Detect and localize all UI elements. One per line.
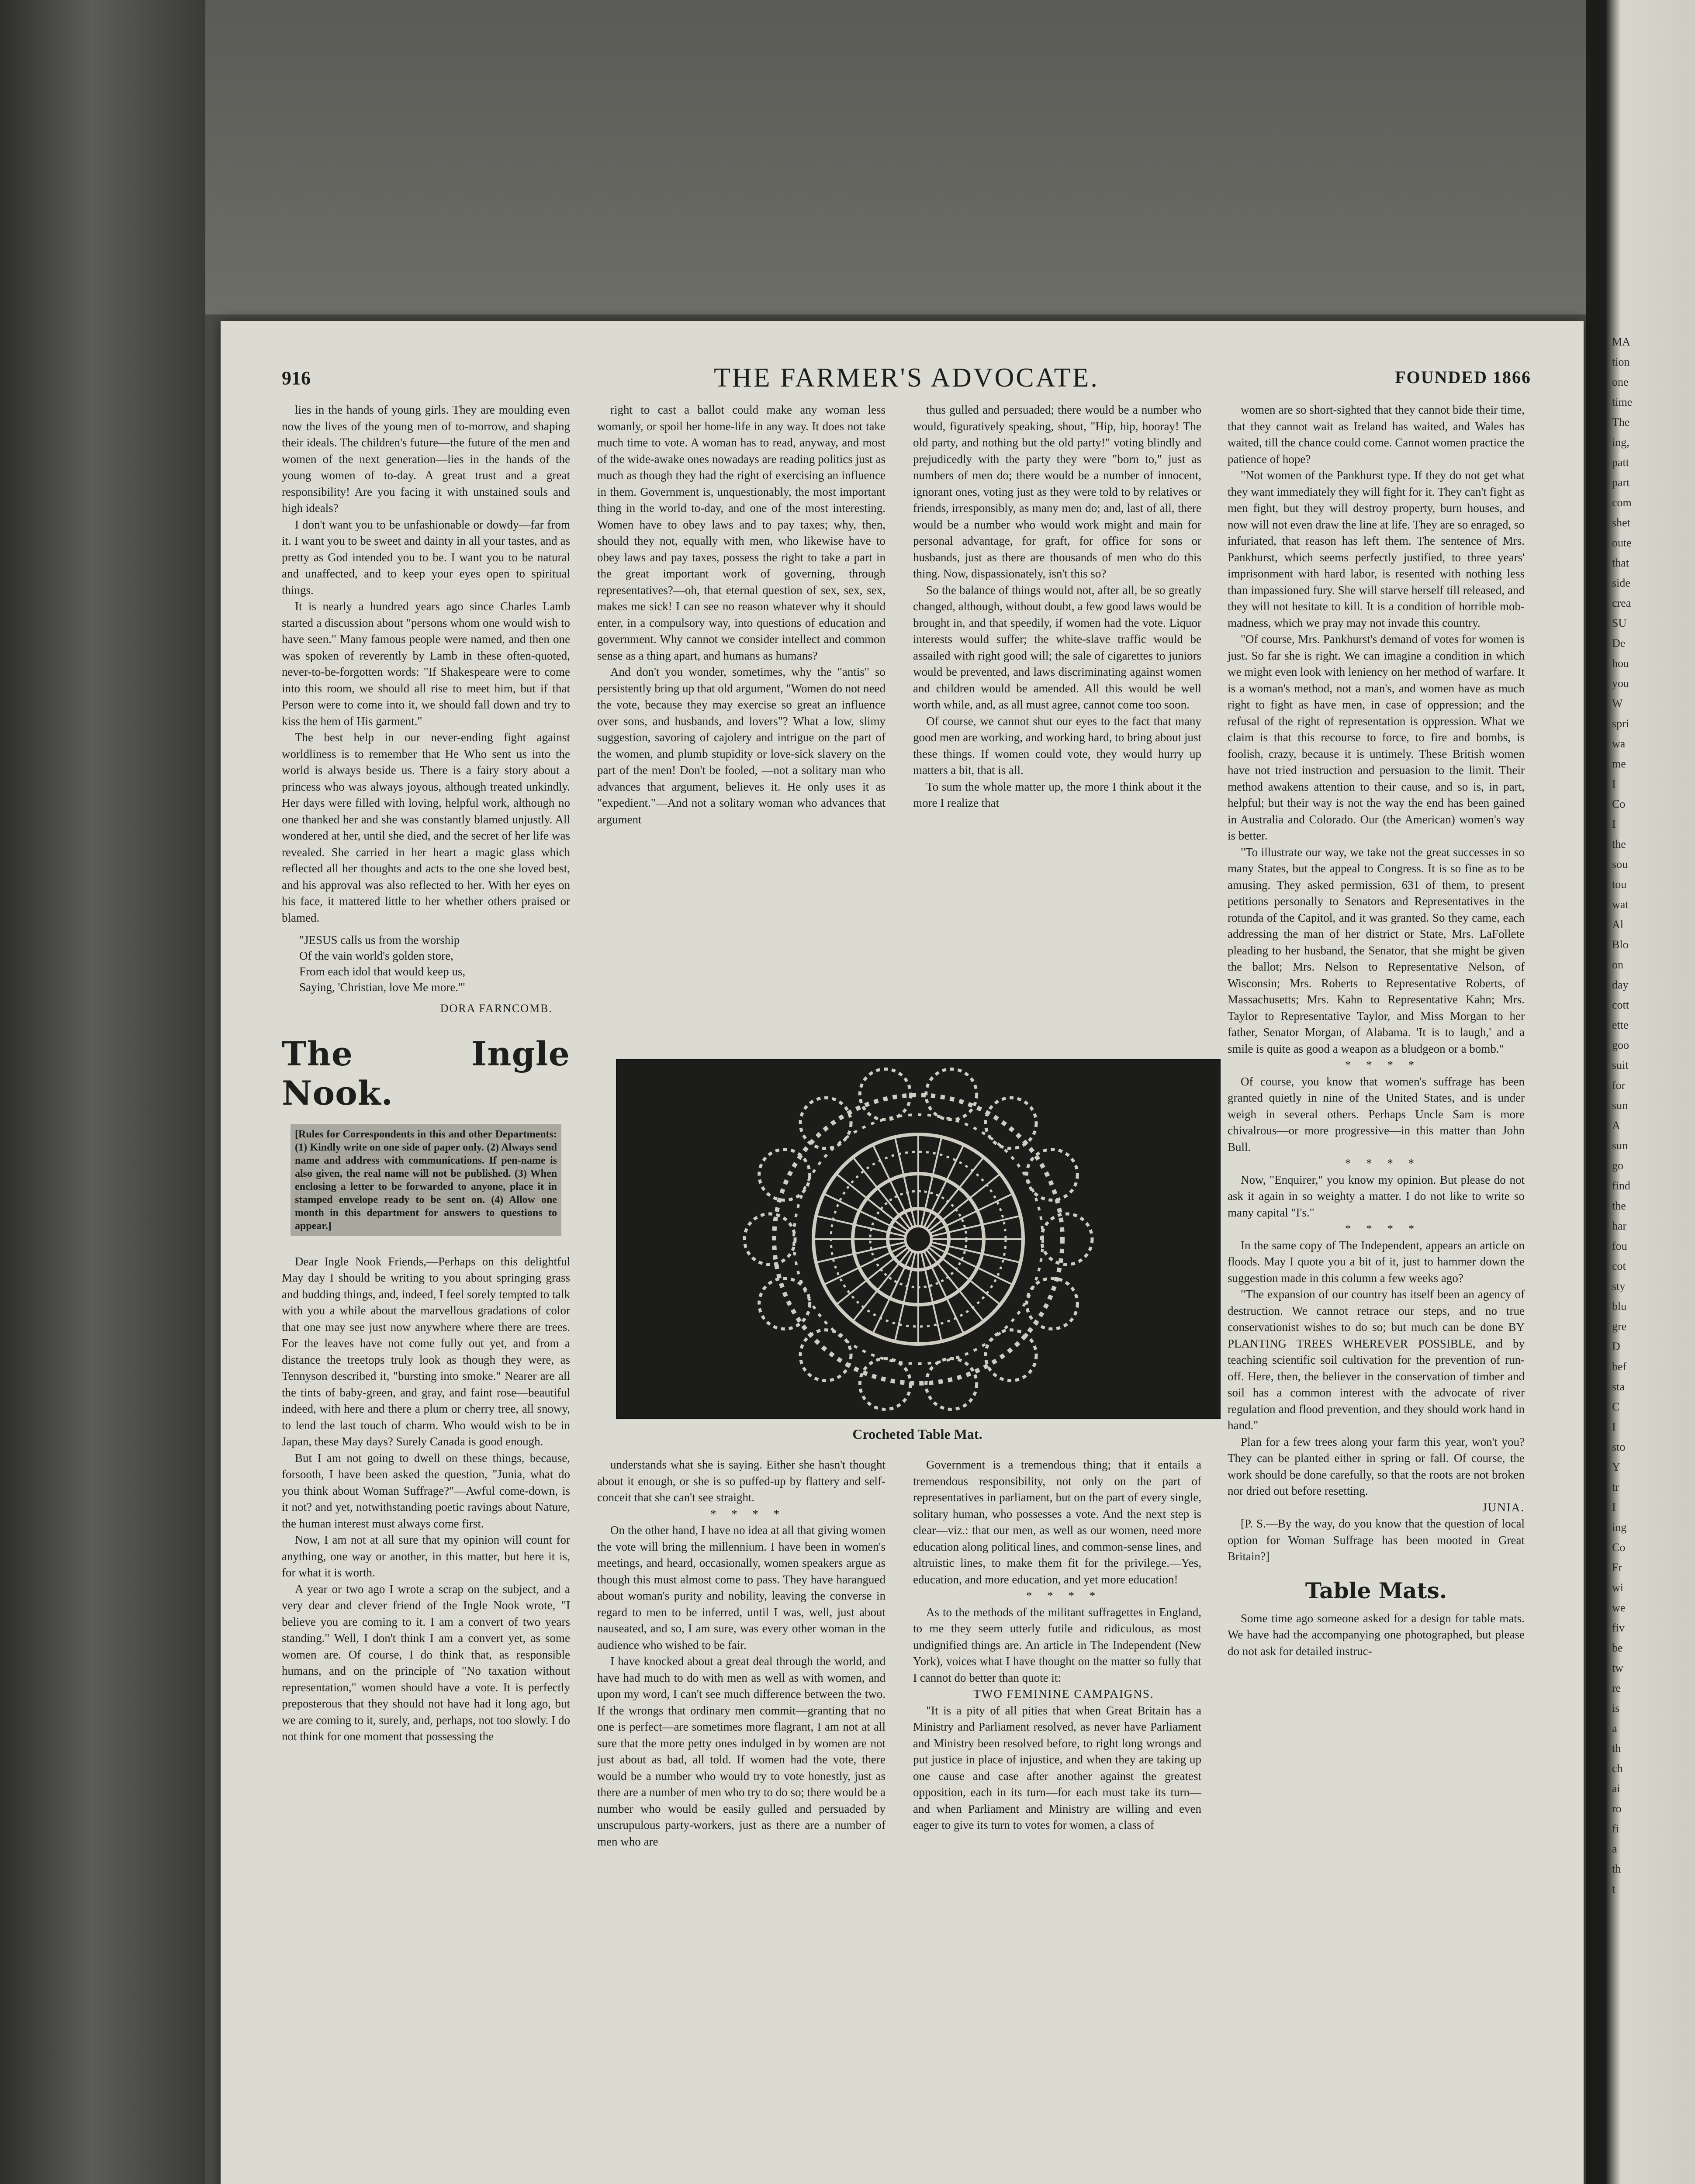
adjacent-page-text: I (1612, 1501, 1616, 1514)
paragraph: "Of course, Mrs. Pankhurst's demand of votes for women is just. So far she is right. We can imagine a condition in which we might even look with leniency on her method of warfare. It is a woman's method, not a man's, and women have as much right to fight as have men, in case of oppression; and the refusal of the right of representation is oppression. What we claim is that this recourse to force, to fire and bombs, is foolish, crazy, because it is untimely. These British women have not tried instruction and persuasion to the limit. Their method awakens attention to their cause, and so is, in part, helpful; but their way is not the way the end has been gained in Australia and Colorado. Our (the American) women's way is better. (1228, 632, 1525, 842)
photo-figure (616, 1059, 1219, 1450)
adjacent-page-text: tou (1612, 878, 1627, 891)
adjacent-page-text: com (1612, 496, 1632, 509)
adjacent-page-text: D (1612, 1340, 1620, 1353)
adjacent-page-text: ch (1612, 1762, 1623, 1775)
paragraph: A year or two ago I wrote a scrap on the subject, and a very dear and clever friend of the Ingle Nook wrote, "I believe you are coming to it. I am a convert of two years standing." Well, I don't think I am a convert yet, as some women are. Of course, I do think that, as responsible humans, and on the principle of "No taxation without representation," women should have a vote. It is perfectly preposterous that they should not have had it long ago, but we are coming to it, surely, and, perhaps, not too slowly. I do not think for one moment that possessing the (282, 1582, 570, 1743)
crocheted-mat-photo (616, 1059, 1221, 1419)
founded-year: FOUNDED 1866 (1395, 367, 1531, 387)
verse-line: "JESUS calls us from the worship (299, 933, 460, 947)
adjacent-page-text: wa (1612, 737, 1626, 750)
adjacent-page-text: sun (1612, 1139, 1628, 1152)
adjacent-page-text: find (1612, 1179, 1630, 1192)
paragraph: Now, I am not at all sure that my opinion will count for anything, one way or another, in this matter, but here it is, for what it is worth. (282, 1533, 570, 1579)
adjacent-page-text: one (1612, 376, 1629, 388)
paragraph: "Not women of the Pankhurst type. If they do not get what they want immediately they will fight for it. They can't fight as men fight, but they will destroy property, burn houses, and now will not even draw the line at life. They are so enraged, so infuriated, that reason has left them. The sentence of Mrs. Pankhurst, which seems perfectly justified, to three years' imprisonment with hard labor, is resented with nothing less than impassioned fury. She will starve herself till released, and they will not hesitate to kill. It is a condition of horrible mob-madness, which we pray may not invade this country. (1228, 469, 1525, 629)
adjacent-page-text: ette (1612, 1019, 1629, 1031)
adjacent-page-text: cot (1612, 1260, 1626, 1272)
paper-title: THE FARMER'S ADVOCATE. (714, 363, 1099, 393)
paragraph: So the balance of things would not, after all, be so greatly changed, although, without doubt, a few good laws would be brought in, and that speedily, if women had the vote. Liquor interests would suffer; the white-slave traffic would be assailed with right good will; the sale of cigarettes to juniors would be prevented, and laws discriminating against women and children would be amended. All this would be well worth while, and, as all must agree, cannot come too soon. (913, 583, 1201, 711)
verse-line: Of the vain world's golden store, (299, 949, 453, 962)
paragraph: Of course, we cannot shut our eyes to the fact that many good men are working, and working hard, to bring about just these things. If women could vote, they would hurry up matters a bit, that is all. (913, 714, 1201, 777)
adjacent-page-text: ing (1612, 1521, 1627, 1534)
microfilm-margin-top (205, 0, 1586, 314)
adjacent-page-text: blu (1612, 1300, 1627, 1313)
adjacent-page-text: you (1612, 677, 1629, 690)
adjacent-page-text: A (1612, 1119, 1620, 1132)
adjacent-page-text: fiv (1612, 1621, 1625, 1634)
adjacent-page-text: for (1612, 1079, 1626, 1092)
adjacent-page-text: I (1612, 778, 1616, 790)
section-divider: * * * * (1026, 1589, 1102, 1602)
adjacent-page-text: fi (1612, 1822, 1619, 1835)
adjacent-page-text: ai (1612, 1782, 1620, 1795)
adjacent-page-text: tr (1612, 1481, 1619, 1493)
adjacent-page-text: on (1612, 958, 1623, 971)
adjacent-page-text: sun (1612, 1099, 1628, 1112)
adjacent-page-text: ro (1612, 1802, 1622, 1815)
adjacent-page-text: re (1612, 1682, 1621, 1694)
paragraph: On the other hand, I have no idea at all that giving women the vote will bring the millennium. I have been in women's meetings, and heard, occasionally, women speakers argue as though this must almost come to pass. They have harangued about woman's purity and nobility, leaving the converse in regard to men to be inferred, until I was, well, just about nauseated, and so, I am sure, was every other woman in the audience who wished to be fair. (597, 1524, 886, 1652)
adjacent-page-text: suit (1612, 1059, 1629, 1071)
adjacent-page-text: is (1612, 1702, 1620, 1714)
adjacent-page-text: MA (1612, 335, 1630, 348)
subheading: TWO FEMININE CAMPAIGNS. (973, 1687, 1154, 1700)
paragraph: Some time ago someone asked for a design for table mats. We have had the accompanying one photographed, but please do not ask for detailed instruc- (1228, 1611, 1525, 1658)
adjacent-page-text: The (1612, 416, 1630, 429)
adjacent-page-text: cott (1612, 999, 1629, 1011)
column-3-upper (913, 402, 1201, 812)
adjacent-page-text: t (1612, 1883, 1615, 1895)
adjacent-page-text: tion (1612, 356, 1630, 368)
section-divider: * * * * (1345, 1157, 1421, 1170)
adjacent-page-text: a (1612, 1842, 1617, 1855)
adjacent-page-text: har (1612, 1220, 1627, 1232)
paragraph: "The expansion of our country has itself been an agency of destruction. We cannot retrace our steps, and no true conservationist wishes to do so; but much can be done BY PLANTING TREES WHEREVER POSSIBLE, and by teaching scientific soil cultivation for the prevention of run-off. Here, then, the believer in the conservation of timber and soil has a common interest with the advocate of river regulation and flood prevention, and they should work hand in hand." (1228, 1288, 1525, 1432)
adjacent-page-text: W (1612, 697, 1623, 710)
paragraph: "It is a pity of all pities that when Great Britain has a Ministry and Parliament resolved, as never have Parliament and Ministry been resolved before, to right long wrongs and put justice in place of injustice, and when they are taking up one cause and case after another against the greatest opposition, each in its turn—for each must take its turn—and when Parliament and Ministry are willing and even eager to give its turn to votes for women, a class of (913, 1704, 1201, 1832)
column-1 (282, 402, 570, 1745)
correspondent-rules: [Rules for Correspondents in this and other Departments: (1) Kindly write on one side of paper only. (2) Always send name and address with communications. If pen-name is also given, the real name will not be published. (3) When enclosing a letter to be forwarded to anyone, place it in stamped envelope ready to be sent on. (4) Allow one month in this department for answers to questions to appear.] (291, 1124, 561, 1236)
adjacent-page-text: oute (1612, 536, 1632, 549)
column-4 (1228, 402, 1525, 1659)
adjacent-page-text: ing, (1612, 436, 1629, 449)
adjacent-page-text: De (1612, 637, 1626, 650)
column-2-upper (597, 402, 886, 828)
adjacent-page-text: sta (1612, 1380, 1625, 1393)
photo-caption: Crocheted Table Mat. (852, 1426, 982, 1442)
adjacent-page-text: spri (1612, 717, 1629, 730)
adjacent-page-text: we (1612, 1601, 1626, 1614)
paragraph: thus gulled and persuaded; there would be a number who would, figuratively speaking, shout, "Hip, hip, hooray! The old party, and nothing but the old party!" voting blindly and prejudicedly with the party they were "born to," just as numbers of men do; there would be a number of innocent, ignorant ones, voting just as they were told to by relatives or friends, irresponsibly, as many men do; and, last of all, there would be a number who would work might and main for personal advantage, for graft, for office for sons or husbands, just as there are thousands of men who do this thing. Now, dispassionately, isn't this so? (913, 403, 1201, 580)
paragraph: Now, "Enquirer," you know my opinion. But please do not ask it again in so weighty a matter. I do not like to write so many capital "I's." (1228, 1173, 1525, 1219)
section-title-ingle-nook: The Ingle Nook. (282, 1034, 570, 1113)
adjacent-page-text: the (1612, 1199, 1626, 1212)
adjacent-page-text: go (1612, 1159, 1623, 1172)
adjacent-page-text: hou (1612, 657, 1629, 670)
paragraph: understands what she is saying. Either she hasn't thought about it enough, or she is so puffed-up by flattery and self-conceit that she can't see straight. (597, 1458, 886, 1504)
paragraph: Plan for a few trees along your farm this year, won't you? They can be planted either in spring or fall. Of course, the work should be done carefully, so that the roots are not broken nor dried out before resetting. (1228, 1435, 1525, 1497)
adjacent-page-text: Co (1612, 798, 1626, 810)
adjacent-page-text: side (1612, 577, 1630, 589)
adjacent-page-text: Fr (1612, 1561, 1622, 1574)
adjacent-page-text: shet (1612, 516, 1630, 529)
paragraph: I don't want you to be unfashionable or dowdy—far from it. I want you to be sweet and dainty in all your tastes, and as pretty as God intended you to be. I want you to be natural and unaffected, and to keep your eyes open to spiritual things. (282, 518, 570, 597)
adjacent-page-text: I (1612, 818, 1616, 830)
paragraph: right to cast a ballot could make any woman less womanly, or spoil her home-life in any way. It does not take much time to vote. A woman has to read, anyway, and most of the wide-awake ones nowadays are reading politics just as much as though they had the right of exercising an influence in them. Government is, unquestionably, the most important thing in the world to-day, and one of the most interesting. Women have to obey laws and to pay taxes; why, then, should they not, equally with men, who likewise have to obey laws and pay taxes, possess the right to take a part in the great important work of governing, through representatives?—oh, that eternal question of sex, sex, sex, makes me sick! I can see no reason whatever why it should enter, in a compulsory way, into questions of education and government. Why cannot we consider intellect and common sense as a thing apart, and humans as humans? (597, 403, 886, 662)
adjacent-page-text: fou (1612, 1240, 1627, 1252)
column-3-lower (913, 1457, 1201, 1834)
paragraph: Of course, you know that women's suffrage has been granted quietly in nine of the United States, and is under weigh in several others. Perhaps Uncle Sam is more chivalrous—or more progressive—in this matter than John Bull. (1228, 1075, 1525, 1154)
paragraph: But I am not going to dwell on these things, because, forsooth, I have been asked the question, "Junia, what do you think about Woman Suffrage?"—Awful come-down, is it not? and yet, notwithstanding poetic ravings about Nature, the human interest must always come first. (282, 1451, 570, 1530)
adjacent-page-text: the (1612, 838, 1626, 850)
paragraph: As to the methods of the militant suffragettes in England, to me they seem utterly futile and ridiculous, as most undignified things are. An article in The Independent (New York), voices what I have thought on the matter so fully that I cannot do better than quote it: (913, 1605, 1201, 1684)
adjacent-page-text: part (1612, 476, 1630, 489)
section-divider: * * * * (1345, 1222, 1421, 1235)
author-signoff: JUNIA. (1482, 1500, 1525, 1514)
adjacent-page-text: th (1612, 1863, 1621, 1875)
microfilm-margin-left (0, 0, 205, 2184)
paragraph: Dear Ingle Nook Friends,—Perhaps on this delightful May day I should be writing to you about springing grass and budding things, and, indeed, I feel sorely tempted to talk with you a while about the marvellous gradations of color that one may see just now anywhere where there are trees. For the leaves have not come fully out yet, and from a distance the treetops truly look as though they were, as Tennyson described it, "bursting into smoke." Nearer are all the tints of baby-green, and gray, and faint rose—beautiful indeed, with here and there a plum or cherry tree, all snowy, to lend the last touch of charm. Who would wish to be in Japan, these May days? Surely Canada is good enough. (282, 1254, 570, 1448)
adjacent-page-text: be (1612, 1641, 1623, 1654)
adjacent-page-text: goo (1612, 1039, 1629, 1051)
adjacent-page-text: day (1612, 978, 1629, 991)
paragraph: lies in the hands of young girls. They are moulding even now the lives of the young men of to-morrow, and shaping their ideals. The children's future—the future of the men and women of the next generation—lies in the hands of the young women of to-day. A great trust and a great responsibility! Are you facing it with unstained souls and high ideals? (282, 403, 570, 515)
paragraph: The best help in our never-ending fight against worldliness is to remember that He Who sent us into the world is always beside us. There is a fairy story about a princess who was always joyous, although treated unkindly. Her days were filled with loving, helpful work, although no one thanked her and she was constantly blamed unjustly. All wondered at her, until she died, and the secret of her life was revealed. She carried in her heart a magic glass which reflected all her thoughts and acts to the one she loved best, and his approval was also reflected to her. With her eyes on his face, it mattered little to her whether others praised or blamed. (282, 731, 570, 924)
verse-line: From each idol that would keep us, (299, 965, 466, 978)
adjacent-page-text: that (1612, 556, 1629, 569)
verse-line: Saying, 'Christian, love Me more.'" (299, 981, 465, 994)
paragraph: In the same copy of The Independent, appears an article on floods. May I quote you a bit of it, just to hammer down the suggestion made in this column a few weeks ago? (1228, 1238, 1525, 1285)
adjacent-page-text: I (1612, 1420, 1616, 1433)
section-title-table-mats: Table Mats. (1305, 1577, 1447, 1603)
paragraph: Government is a tremendous thing; that it entails a tremendous responsibility, not only on the part of representatives in parliament, but on the part of every single, solitary human, who possesses a vote. And the next step is clear—viz.: that our men, as well as our women, need more education along political lines, and common-sense lines, and altruistic lines, to make them fit for the privilege.—Yes, education, and more education, and yet more education! (913, 1458, 1201, 1586)
newspaper-page (221, 321, 1584, 2184)
paragraph: It is nearly a hundred years ago since Charles Lamb started a discussion about "persons whom one would wish to have seen." Many famous people were named, and then one was spoken of reverently by Lamb in these often-quoted, never-to-be-forgotten words: "If Shakespeare were to come into this room, we should all rise to meet him, but if that Person were to come into it, we should fall down and try to kiss the hem of His garment." (282, 600, 570, 728)
column-2-lower (597, 1457, 886, 1850)
section-divider: * * * * (710, 1507, 786, 1521)
page-number: 916 (282, 367, 311, 389)
adjacent-page-text: tw (1612, 1662, 1623, 1674)
adjacent-page-text: SU (1612, 617, 1627, 629)
adjacent-page-text: Co (1612, 1541, 1626, 1554)
adjacent-page-text: a (1612, 1722, 1617, 1735)
paragraph: [P. S.—By the way, do you know that the question of local option for Woman Suffrage has been mooted in Great Britain?] (1228, 1517, 1525, 1563)
paragraph: "To illustrate our way, we take not the great successes in so many States, but the appeal to Congress. It is so fine as to be amusing. They asked permission, 631 of them, to present petitions personally to Senators and Representatives in the rotunda of the Capitol, and it was granted. So they came, each addressing the man of her district or State, Mrs. LaFollete pleading to her husband, the Senator, that she might be given the ballot; Mrs. Nelson to Representative Nelson, of Wisconsin; Mrs. Roberts to Representative Roberts, of Massachusetts; Mrs. Kahn to Representative Kahn; Mrs. Taylor to Representative Taylor, and Miss Morgan to her father, Senator Morgan, of Alabama. 'It is to laugh,' and a smile is quite as good a weapon as a bludgeon or a bomb." (1228, 845, 1525, 1055)
adjacent-page-text: sty (1612, 1280, 1626, 1292)
adjacent-page-fragment (1612, 332, 1695, 2184)
adjacent-page-text: gre (1612, 1320, 1627, 1333)
adjacent-page-text: wat (1612, 898, 1629, 911)
adjacent-page-text: Blo (1612, 938, 1629, 951)
adjacent-page-text: Al (1612, 918, 1623, 931)
adjacent-page-text: wi (1612, 1581, 1623, 1594)
paragraph: I have knocked about a great deal through the world, and have had much to do with men as well as with women, and upon my word, I can't see much difference between the two. If the wrongs that ordinary men commit—granting that no one is perfect—are sometimes more flagrant, I am not at all sure that the more petty ones indulged in by women are not just about as bad, all told. If women had the vote, there would be a number who would try to vote honestly, just as there are a number of men who try to do so; there would be a number who would be easily gulled and persuaded by unscrupulous party-workers, just as there are a number of men who are (597, 1655, 886, 1848)
section-divider: * * * * (1345, 1058, 1421, 1071)
adjacent-page-text: bef (1612, 1360, 1627, 1373)
adjacent-page-text: crea (1612, 597, 1631, 609)
adjacent-page-text: C (1612, 1400, 1620, 1413)
masthead (282, 363, 1531, 402)
adjacent-page-text: sou (1612, 858, 1628, 871)
hymn-verse (299, 932, 570, 995)
adjacent-page-text: sto (1612, 1441, 1626, 1453)
paragraph: women are so short-sighted that they cannot bide their time, that they cannot wait as Ireland has waited, and Wales has waited, till the chance could come. Cannot women practice the patience of hope? (1228, 403, 1525, 466)
paragraph: And don't you wonder, sometimes, why the "antis" so persistently bring up that old argument, "Women do not need the vote, because they may exercise so great an influence over sons, and husbands, and lovers"? What a low, slimy suggestion, savoring of cajolery and intrigue on the part of the women, and plumb stupidity or love-sick slavery on the part of the men! Don't be fooled, —not a solitary man who advances that argument, believes it. He only uses it as "expedient."—And not a solitary woman who advances that argument (597, 665, 886, 826)
author-signature: DORA FARNCOMB. (440, 1002, 553, 1015)
adjacent-page-text: Y (1612, 1461, 1620, 1473)
adjacent-page-text: time (1612, 396, 1633, 408)
adjacent-page-text: th (1612, 1742, 1621, 1755)
paragraph: To sum the whole matter up, the more I think about it the more I realize that (913, 780, 1201, 809)
adjacent-page-text: patt (1612, 456, 1629, 469)
adjacent-page-text: me (1612, 757, 1626, 770)
